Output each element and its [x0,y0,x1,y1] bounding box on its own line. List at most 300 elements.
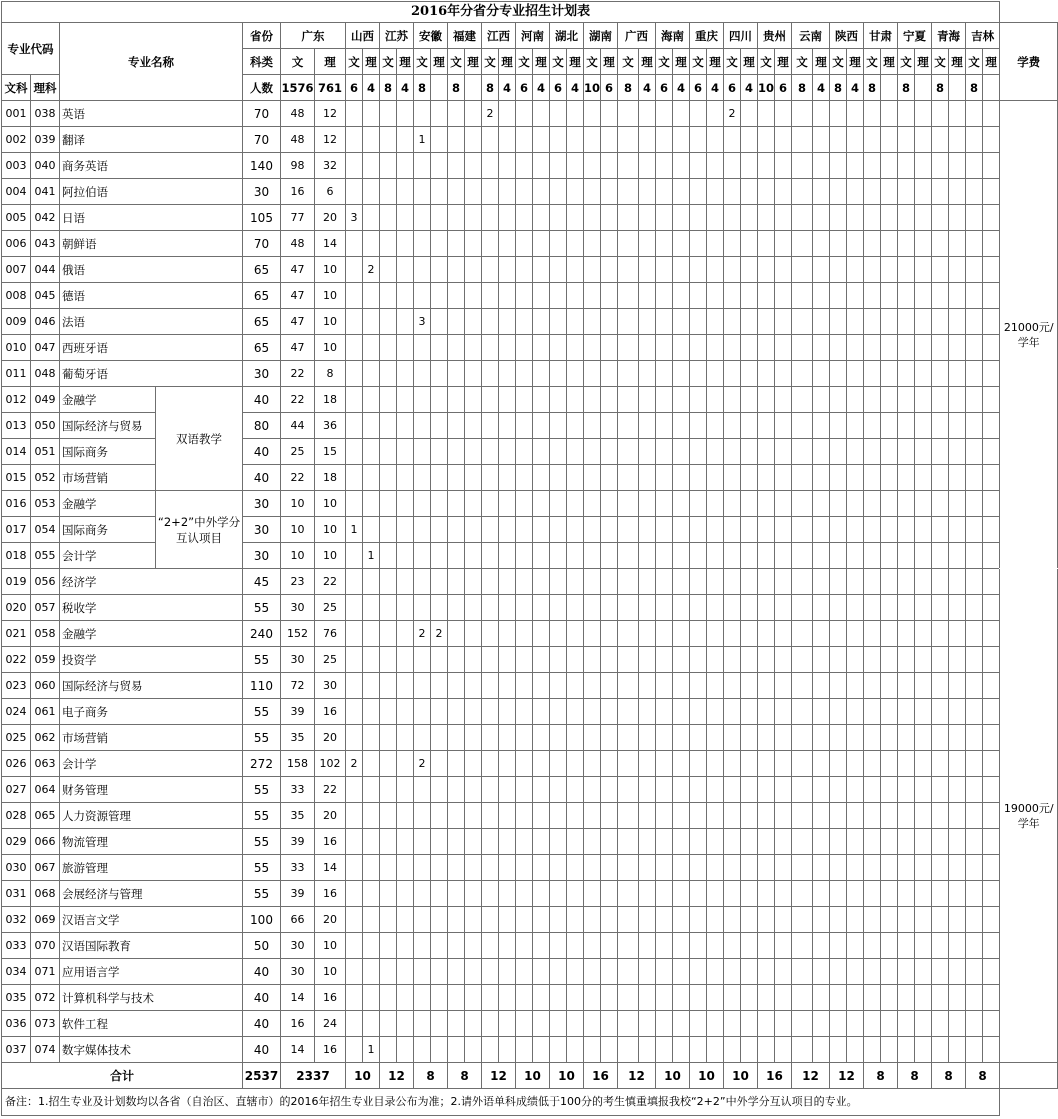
quota-cell [482,985,499,1011]
quota-cell [533,855,550,881]
quota-cell [724,491,741,517]
quota-cell [499,179,516,205]
quota-cell [414,335,431,361]
quota-cell [932,959,949,985]
group-program: “2+2”中外学分互认项目 [156,491,243,569]
quota-cell [792,621,813,647]
quota-cell [898,127,915,153]
quota-cell [775,205,792,231]
quota-cell [847,855,864,881]
quota-cell [431,855,448,881]
quota-cell [741,283,758,309]
quota-cell [380,777,397,803]
quota-cell [431,569,448,595]
quota-cell [673,439,690,465]
quota-cell [618,855,639,881]
quota-cell [881,647,898,673]
quota-cell [673,985,690,1011]
quota-cell [639,231,656,257]
major-name: 金融学 [60,387,156,413]
quota-cell [813,933,830,959]
guangdong-li: 20 [315,205,346,231]
quota-cell [673,829,690,855]
li-code: 057 [31,595,60,621]
quota-cell [724,517,741,543]
quota-cell [465,595,482,621]
quota-cell [482,803,499,829]
header-arts-code: 文科 [2,75,31,101]
quota-cell [881,803,898,829]
quota-cell [847,933,864,959]
quota-cell [431,127,448,153]
province-wen-count-9: 8 [618,75,639,101]
major-name: 国际商务 [60,439,156,465]
quota-cell [639,829,656,855]
quota-cell [932,361,949,387]
quota-cell [656,127,673,153]
quota-cell [516,933,533,959]
quota-cell [707,673,724,699]
quota-cell [741,959,758,985]
quota-cell [813,127,830,153]
quota-cell [516,985,533,1011]
quota-cell [813,439,830,465]
quota-cell [758,387,775,413]
quota-cell [533,361,550,387]
li-code: 047 [31,335,60,361]
quota-cell [397,387,414,413]
guangdong-li: 22 [315,569,346,595]
quota-cell [516,855,533,881]
quota-cell [949,751,966,777]
quota-cell [550,465,567,491]
quota-cell [380,829,397,855]
major-name: 法语 [60,309,243,335]
quota-cell [673,543,690,569]
quota-cell [414,829,431,855]
quota-cell [690,361,707,387]
quota-cell [397,231,414,257]
quota-cell [792,517,813,543]
quota-cell [881,413,898,439]
quota-cell [966,595,983,621]
wen-code: 028 [2,803,31,829]
quota-cell [584,309,601,335]
quota-cell [881,725,898,751]
quota-cell [690,829,707,855]
quota-cell [673,387,690,413]
quota-cell [618,647,639,673]
quota-cell [758,803,775,829]
quota-cell [724,257,741,283]
quota-cell [414,725,431,751]
quota-cell [775,985,792,1011]
quota-cell [516,101,533,127]
quota-cell [690,231,707,257]
quota-cell [949,517,966,543]
quota-cell [567,673,584,699]
quota-cell [380,933,397,959]
header-wen-6: 文 [516,49,533,75]
quota-cell [431,179,448,205]
quota-cell [482,881,499,907]
quota-cell [724,647,741,673]
quota-cell [448,335,465,361]
quota-cell [482,621,499,647]
quota-cell [363,933,380,959]
quota-cell [898,179,915,205]
quota-cell [363,439,380,465]
quota-cell [516,491,533,517]
quota-cell [830,101,847,127]
quota-cell [881,491,898,517]
quota-cell [499,803,516,829]
quota-cell: 2 [414,751,431,777]
quota-cell [830,179,847,205]
wen-code: 004 [2,179,31,205]
wen-code: 001 [2,101,31,127]
quota-cell [482,413,499,439]
quota-cell [864,101,881,127]
quota-cell [414,205,431,231]
quota-cell [915,777,932,803]
quota-cell [380,725,397,751]
quota-cell [639,387,656,413]
quota-cell [983,101,1000,127]
quota-cell [673,725,690,751]
quota-cell [639,517,656,543]
quota-cell [966,1037,983,1063]
quota-cell [707,933,724,959]
quota-cell [431,413,448,439]
header-li-8: 理 [601,49,618,75]
quota-cell [864,387,881,413]
quota-cell [584,543,601,569]
quota-cell [983,985,1000,1011]
quota-cell [397,361,414,387]
guangdong-wen: 23 [281,569,315,595]
quota-cell [465,179,482,205]
quota-cell [813,699,830,725]
quota-cell [567,647,584,673]
quota-cell [830,127,847,153]
quota-cell [584,1011,601,1037]
quota-cell [346,309,363,335]
quota-cell [741,569,758,595]
table-row [2,855,1058,881]
quota-cell [775,699,792,725]
quota-cell [584,231,601,257]
province-li-count-2: 4 [397,75,414,101]
quota-cell [516,283,533,309]
quota-cell [533,231,550,257]
li-code: 055 [31,543,60,569]
quota-cell [898,569,915,595]
quota-cell [639,959,656,985]
quota-cell [656,595,673,621]
quota-cell [639,699,656,725]
quota-cell [775,881,792,907]
quota-cell [758,595,775,621]
province-wen-count-11: 6 [690,75,707,101]
quota-cell [881,101,898,127]
quota-cell [690,751,707,777]
major-total: 55 [243,647,281,673]
quota-cell [792,257,813,283]
quota-cell [414,101,431,127]
quota-cell [813,335,830,361]
quota-cell [380,699,397,725]
quota-cell [864,309,881,335]
li-code: 067 [31,855,60,881]
quota-cell [346,985,363,1011]
quota-cell [775,543,792,569]
quota-cell [707,777,724,803]
quota-cell [847,127,864,153]
quota-cell [601,959,618,985]
quota-cell [949,543,966,569]
quota-cell [724,907,741,933]
quota-cell [448,621,465,647]
quota-cell [567,881,584,907]
quota-cell [830,491,847,517]
quota-cell [690,153,707,179]
quota-cell [758,413,775,439]
quota-cell [431,491,448,517]
quota-cell [707,361,724,387]
quota-cell [448,387,465,413]
quota-cell [516,231,533,257]
guangdong-wen: 22 [281,361,315,387]
province-li-count-7: 4 [567,75,584,101]
quota-cell [448,465,465,491]
quota-cell [656,881,673,907]
quota-cell [792,205,813,231]
quota-cell [758,205,775,231]
quota-cell [414,465,431,491]
header-province: 省份 [243,23,281,49]
major-name: 物流管理 [60,829,243,855]
guangdong-wen: 39 [281,699,315,725]
quota-cell [346,933,363,959]
quota-cell [601,673,618,699]
quota-cell [707,595,724,621]
quota-cell [482,257,499,283]
major-name: 商务英语 [60,153,243,179]
quota-cell [758,777,775,803]
quota-cell [881,153,898,179]
quota-cell [966,491,983,517]
header-wen-18: 文 [932,49,949,75]
quota-cell [864,491,881,517]
quota-cell [864,283,881,309]
quota-cell [758,153,775,179]
quota-cell [792,751,813,777]
quota-cell [949,647,966,673]
quota-cell [690,101,707,127]
quota-cell [673,205,690,231]
quota-cell [847,387,864,413]
quota-cell [690,1011,707,1037]
quota-cell [898,283,915,309]
quota-cell [881,777,898,803]
li-code: 049 [31,387,60,413]
province-li-count-19 [983,75,1000,101]
quota-cell [656,361,673,387]
quota-cell [465,777,482,803]
quota-cell [550,933,567,959]
province-wen-count-8: 10 [584,75,601,101]
quota-cell [346,231,363,257]
quota-cell [949,205,966,231]
quota-cell [639,335,656,361]
header-wen-19: 文 [966,49,983,75]
quota-cell [465,127,482,153]
quota-cell [741,491,758,517]
quota-cell [673,881,690,907]
quota-cell [724,309,741,335]
quota-cell [932,491,949,517]
quota-cell [966,907,983,933]
wen-code: 024 [2,699,31,725]
major-total: 55 [243,881,281,907]
quota-cell [533,387,550,413]
quota-cell [966,959,983,985]
quota-cell [448,803,465,829]
quota-cell [813,621,830,647]
quota-cell [966,777,983,803]
major-name: 朝鲜语 [60,231,243,257]
guangdong-li: 12 [315,127,346,153]
quota-cell [397,1011,414,1037]
quota-cell [898,257,915,283]
quota-cell [397,127,414,153]
quota-cell [915,543,932,569]
totals-province-15: 12 [830,1063,864,1089]
quota-cell [758,283,775,309]
quota-cell [915,985,932,1011]
quota-cell [601,543,618,569]
quota-cell [690,855,707,881]
wen-code: 015 [2,465,31,491]
quota-cell [601,413,618,439]
quota-cell [707,387,724,413]
quota-cell [898,1011,915,1037]
quota-cell [567,335,584,361]
footnote-row [2,1089,1058,1116]
guangdong-li: 6 [315,179,346,205]
quota-cell [516,153,533,179]
guangdong-wen: 48 [281,101,315,127]
header-wen-11: 文 [690,49,707,75]
quota-cell [567,777,584,803]
quota-cell [830,569,847,595]
header-province-13: 贵州 [758,23,792,49]
major-total: 30 [243,491,281,517]
quota-cell [431,1011,448,1037]
quota-cell [847,465,864,491]
header-wen-9: 文 [618,49,639,75]
quota-cell [499,413,516,439]
totals-province-12: 10 [724,1063,758,1089]
quota-cell [898,543,915,569]
quota-cell [983,543,1000,569]
major-total: 30 [243,179,281,205]
li-code: 039 [31,127,60,153]
quota-cell [949,309,966,335]
quota-cell [567,855,584,881]
major-total: 140 [243,153,281,179]
quota-cell [618,1037,639,1063]
li-code: 050 [31,413,60,439]
header-wen-16: 文 [864,49,881,75]
quota-cell [792,413,813,439]
quota-cell [881,361,898,387]
quota-cell [397,517,414,543]
quota-cell [830,933,847,959]
quota-cell [898,231,915,257]
major-total: 40 [243,959,281,985]
quota-cell [915,465,932,491]
major-total: 55 [243,725,281,751]
quota-cell [673,517,690,543]
quota-cell [618,751,639,777]
quota-cell [397,829,414,855]
quota-cell [690,335,707,361]
quota-cell [983,179,1000,205]
quota-cell [741,465,758,491]
province-li-count-4 [465,75,482,101]
quota-cell [690,881,707,907]
quota-cell [949,985,966,1011]
quota-cell [363,881,380,907]
quota-cell [533,153,550,179]
quota-cell [639,101,656,127]
major-name: 葡萄牙语 [60,361,243,387]
wen-code: 031 [2,881,31,907]
major-name: 人力资源管理 [60,803,243,829]
quota-cell [414,777,431,803]
quota-cell [775,335,792,361]
quota-cell [601,439,618,465]
quota-cell [792,959,813,985]
major-name: 市场营销 [60,725,243,751]
li-code: 068 [31,881,60,907]
quota-cell [533,257,550,283]
quota-cell [949,335,966,361]
quota-cell [516,829,533,855]
quota-cell [431,933,448,959]
quota-cell [966,283,983,309]
quota-cell [550,959,567,985]
major-name: 会计学 [60,751,243,777]
quota-cell [639,205,656,231]
quota-cell [346,725,363,751]
guangdong-li: 8 [315,361,346,387]
province-wen-count-14: 8 [792,75,813,101]
quota-cell [690,127,707,153]
quota-cell [949,257,966,283]
quota-cell [830,621,847,647]
quota-cell [741,231,758,257]
quota-cell [601,881,618,907]
province-li-count-3 [431,75,448,101]
quota-cell [792,985,813,1011]
quota-cell [724,179,741,205]
quota-cell [499,673,516,699]
quota-cell [758,101,775,127]
guangdong-wen: 33 [281,855,315,881]
